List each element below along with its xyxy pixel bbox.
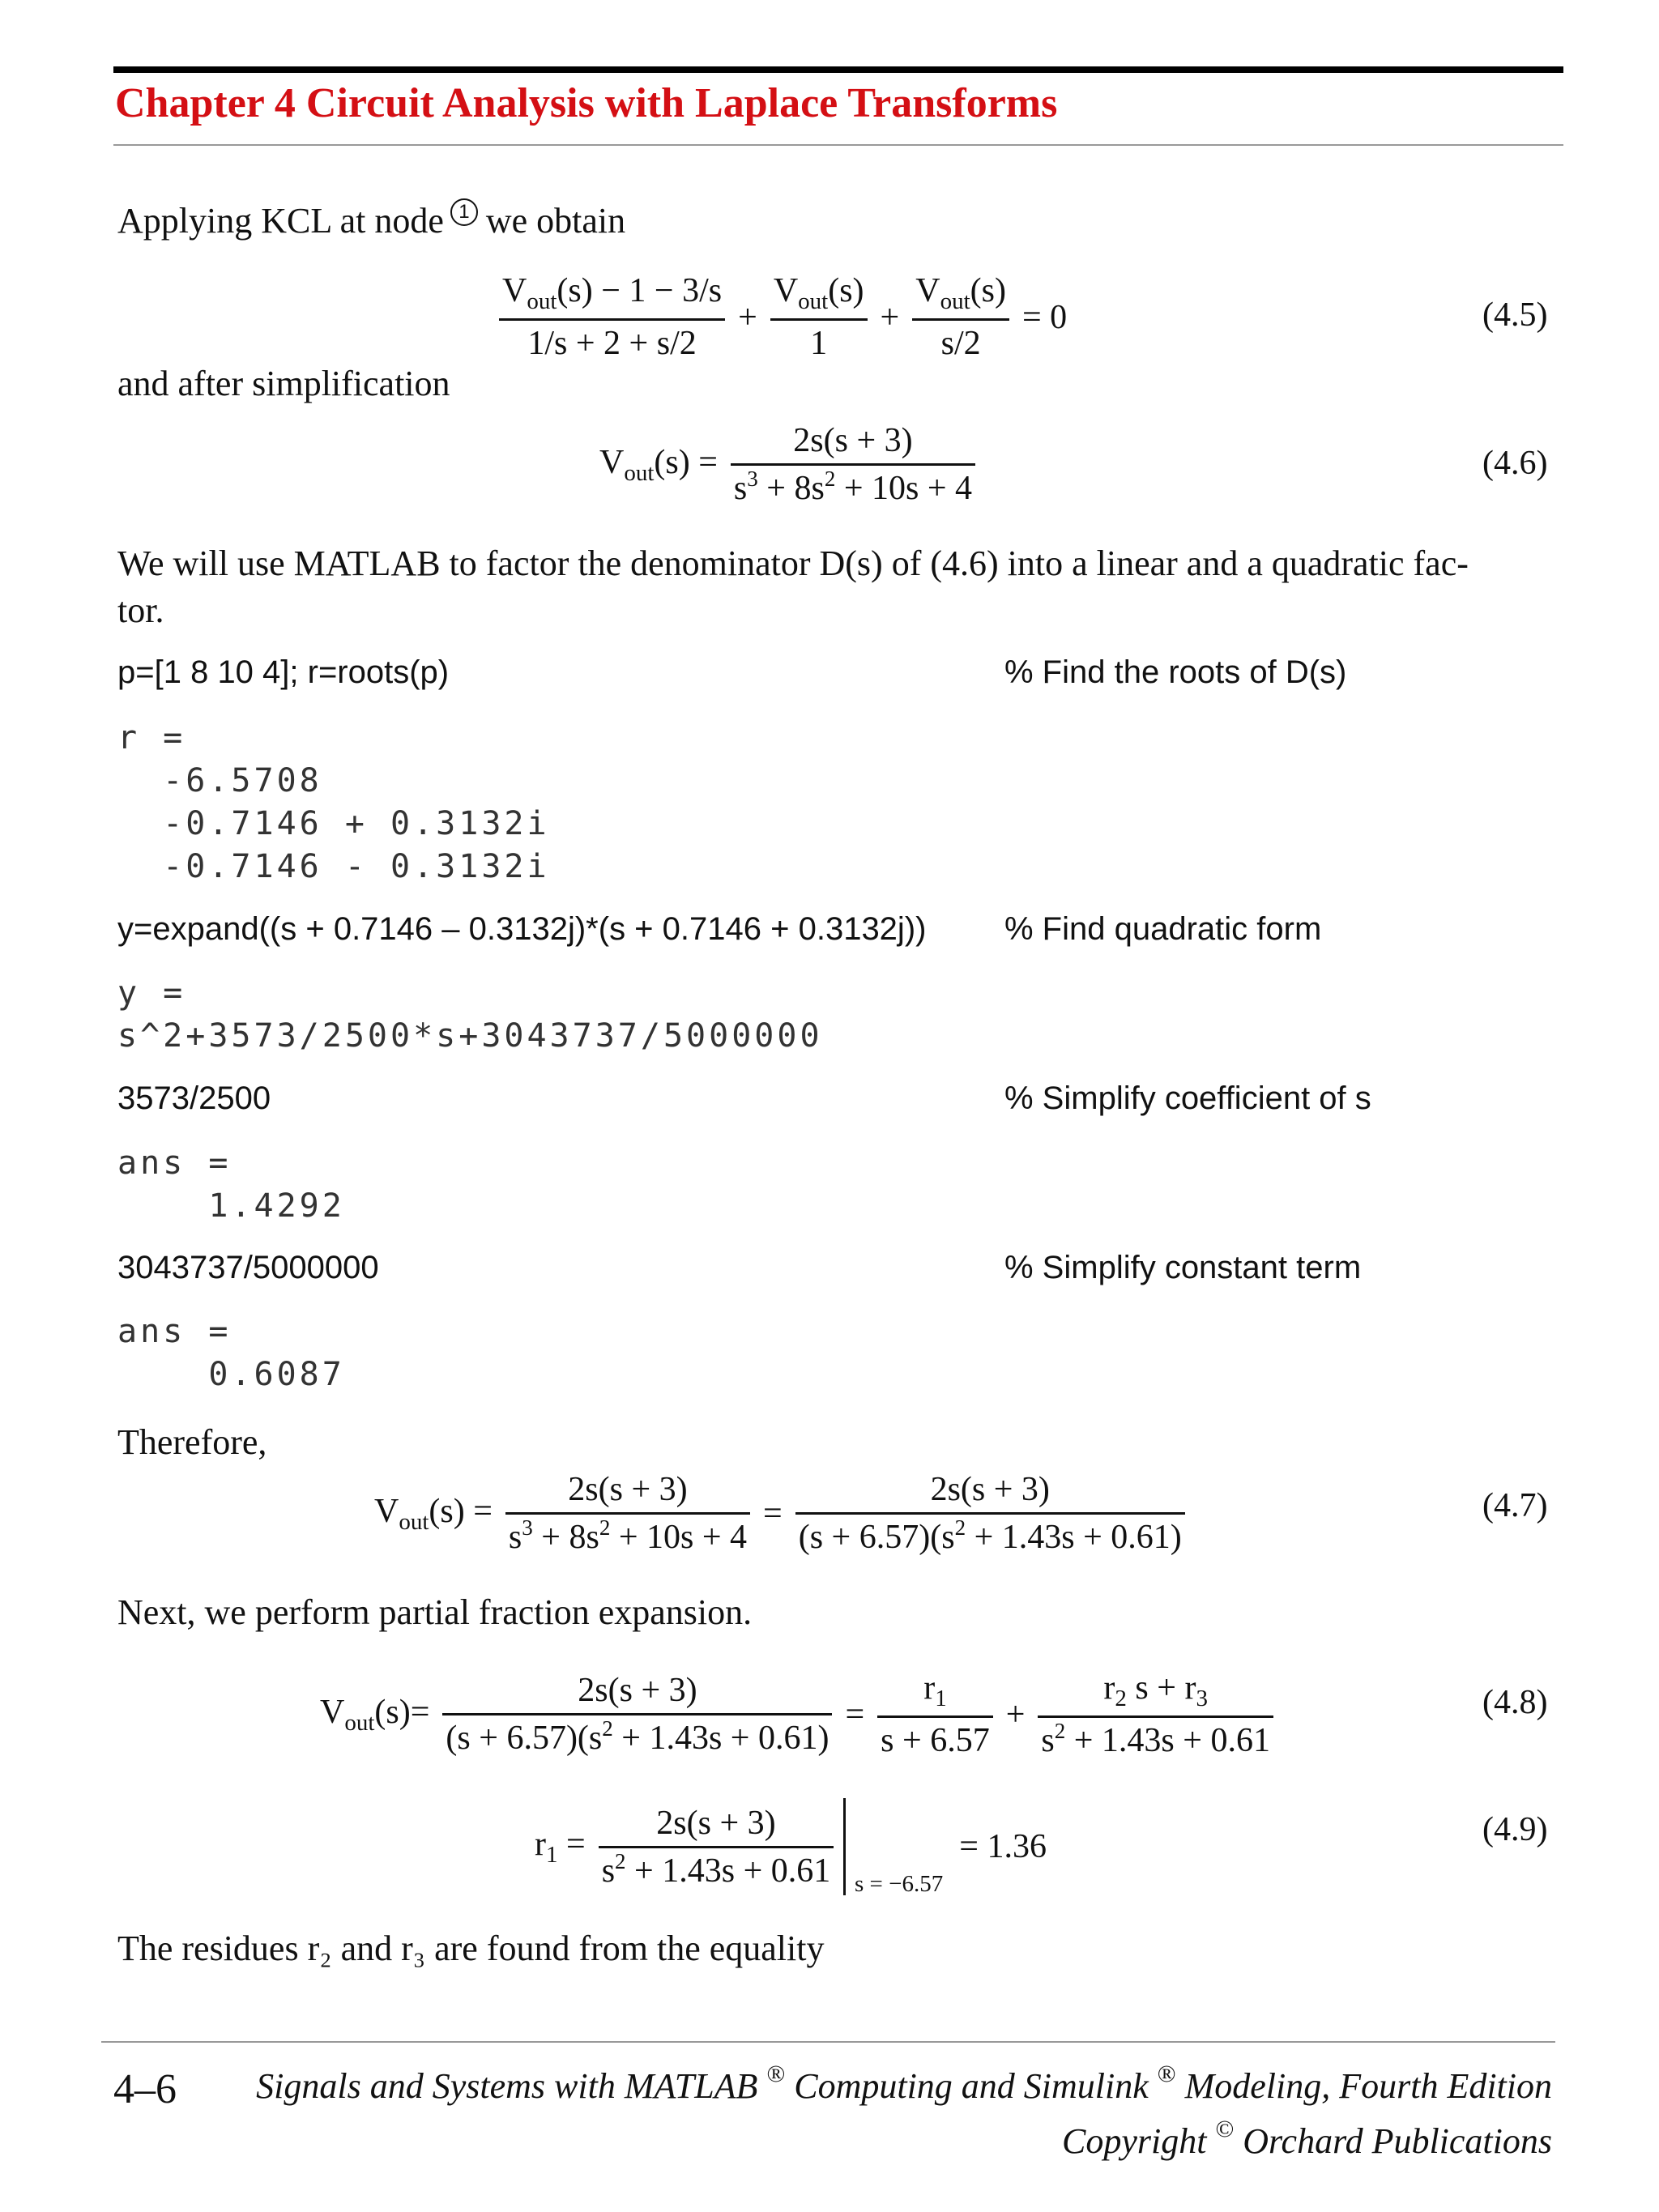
kcl-suffix: we obtain (485, 201, 626, 241)
matlab-output: y = s^2+3573/2500*s+3043737/5000000 (117, 974, 823, 1055)
fraction: $\frac{2s(s + 3)}{(s + 6.57)(s^2 + 1.43s + 0.61)}$ (795, 1470, 1185, 1557)
evaluation-point: s = −6.57 (855, 1871, 944, 1897)
fraction: $\frac{2s(s + 3)}{s^3 + 8s^2 + 10s + 4}$ (505, 1470, 750, 1557)
matlab-command: 3573/2500 (117, 1080, 271, 1116)
paragraph: The residues r₂ and r₃ are found from the equality (117, 1929, 825, 1968)
copyright-symbol: © (1215, 2116, 1235, 2142)
fraction: $\frac{r_1}{s + 6.57}$ (877, 1669, 993, 1760)
matlab-comment: % Find the roots of D(s) (1004, 654, 1347, 690)
matlab-command: 3043737/5000000 (117, 1250, 379, 1285)
equation-4-6: $V_{out}(s)$ = $\frac{2s(s + 3)}{s^3 + 8s^2 + 10s + 4}$ (591, 421, 980, 508)
equation-rhs: = 0 (1021, 298, 1068, 336)
fraction: $\frac{2s(s + 3)}{(s + 6.57)(s^2 + 1.43s + 0.61)}$ (442, 1671, 832, 1758)
matlab-output: r = -6.5708 -0.7146 + 0.3132i -0.7146 - 0.3132i (117, 719, 550, 885)
kcl-sentence (117, 198, 625, 241)
matlab-output: ans = 0.6087 (117, 1313, 345, 1393)
page-number: 4–6 (113, 2066, 177, 2112)
equation-number: (4.9) (1482, 1811, 1548, 1848)
paragraph: Therefore, (117, 1422, 267, 1462)
book-title-part: Modeling, Fourth Edition (1184, 2066, 1552, 2106)
equation-4-9: $r_1$ = $\frac{2s(s + 3)}{s^2 + 1.43s + 0.61}$ = 1.36 (527, 1798, 1055, 1895)
fraction: $\frac{V_{out}(s)}{1}$ (770, 271, 868, 363)
equation-4-8: $V_{out}(s)=$ $\frac{2s(s + 3)}{(s + 6.57)(s^2 + 1.43s + 0.61)}$ = $\frac{r_1}{s + 6.57}$ + $\frac{r_2 s + r_3}{s^2 + 1.43s + 0.61}$ (312, 1669, 1278, 1760)
equation-number: (4.5) (1482, 296, 1548, 334)
fraction: $\frac{2s(s + 3)}{s^3 + 8s^2 + 10s + 4}$ (731, 421, 975, 508)
matlab-command: y=expand((s + 0.7146 – 0.3132j)*(s + 0.7146 + 0.3132j)) (117, 911, 927, 947)
equation-4-5: $\frac{V_{out}(s) - 1 - 3/s}{1/s + 2 + s/2}$ + $\frac{V_{out}(s)}{1}$ + $\frac{V_{out}(s)}{s/2}$ = 0 (494, 271, 1075, 363)
equation-4-7: $V_{out}(s)$ = $\frac{2s(s + 3)}{s^3 + 8s^2 + 10s + 4}$ = $\frac{2s(s + 3)}{(s + 6.57)(s^2 + 1.43s + 0.61)}$ (366, 1470, 1190, 1557)
copyright-word: Copyright (1062, 2121, 1207, 2161)
book-title-part: Signals and Systems with MATLAB (256, 2066, 758, 2106)
matlab-comment: % Simplify constant term (1004, 1250, 1362, 1285)
fraction: $\frac{2s(s + 3)}{s^2 + 1.43s + 0.61}$ (599, 1804, 834, 1890)
registered-mark: ® (766, 2061, 786, 2087)
header-rule (113, 66, 1563, 73)
node-1-icon: 1 (450, 198, 478, 226)
matlab-command: p=[1 8 10 4]; r=roots(p) (117, 654, 450, 690)
fraction: $\frac{r_2 s + r_3}{s^2 + 1.43s + 0.61}$ (1038, 1669, 1273, 1760)
matlab-comment: % Find quadratic form (1004, 911, 1322, 947)
fraction: $\frac{V_{out}(s)}{s/2}$ (912, 271, 1009, 363)
registered-mark: ® (1157, 2061, 1176, 2087)
header-divider (113, 144, 1563, 146)
book-title-part: Computing and Simulink (794, 2066, 1149, 2106)
equation-rhs: = 1.36 (959, 1828, 1047, 1865)
copyright-line (1062, 2116, 1552, 2162)
paragraph: We will use MATLAB to factor the denominator D(s) of (4.6) into a linear and a quadratic fac- (117, 543, 1469, 583)
footer-rule (101, 2041, 1555, 2043)
book-title (256, 2061, 1552, 2107)
fraction: $\frac{V_{out}(s) - 1 - 3/s}{1/s + 2 + s/2}$ (499, 271, 725, 363)
evaluation-bar (843, 1798, 846, 1895)
equation-number: (4.6) (1482, 445, 1548, 482)
chapter-title: Chapter 4 Circuit Analysis with Laplace Transforms (115, 80, 1058, 126)
kcl-prefix: Applying KCL at node (117, 201, 444, 241)
matlab-comment: % Simplify coefficient of s (1004, 1080, 1371, 1116)
matlab-output: ans = 1.4292 (117, 1144, 345, 1225)
equation-number: (4.8) (1482, 1684, 1548, 1721)
publisher: Orchard Publications (1243, 2121, 1552, 2161)
paragraph: Next, we perform partial fraction expansion. (117, 1592, 753, 1632)
paragraph: tor. (117, 590, 164, 630)
equation-number: (4.7) (1482, 1487, 1548, 1524)
paragraph: and after simplification (117, 364, 450, 403)
